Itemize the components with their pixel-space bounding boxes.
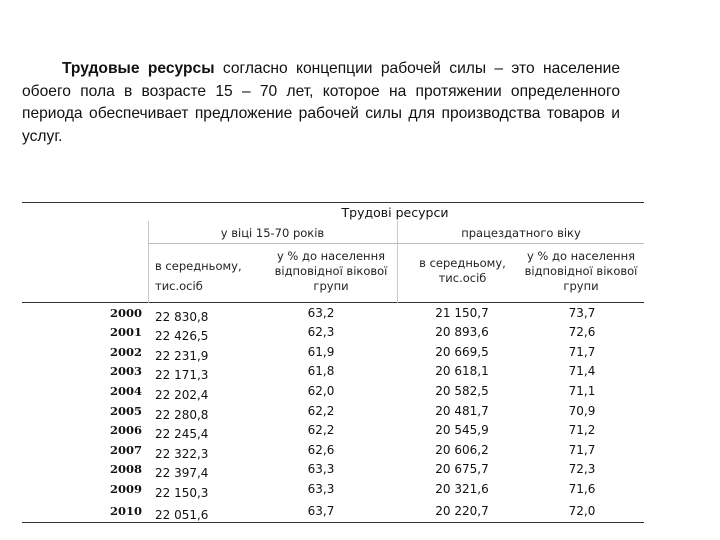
row-cell-c1: 22 322,3 xyxy=(155,447,209,461)
row-cell-c3: 20 893,6 xyxy=(435,325,489,339)
table-title: Трудові ресурси xyxy=(341,205,449,220)
column-divider-left xyxy=(148,221,149,303)
bold-term: Трудовые ресурсы xyxy=(62,60,215,77)
row-cell-c1: 22 051,6 xyxy=(155,508,209,522)
row-year: 2003 xyxy=(110,364,143,378)
row-cell-c3: 20 606,2 xyxy=(435,443,489,457)
row-cell-c3: 20 481,7 xyxy=(435,404,489,418)
row-cell-c4: 70,9 xyxy=(568,404,596,418)
row-cell-c4: 71,2 xyxy=(568,423,596,437)
row-cell-c2: 63,3 xyxy=(307,482,335,496)
row-cell-c4: 71,1 xyxy=(568,384,596,398)
col-header-pct-1: у % до населення відповідної вікової групи xyxy=(274,249,388,293)
row-cell-c1: 22 245,4 xyxy=(155,427,209,441)
row-cell-c2: 63,2 xyxy=(307,306,335,320)
row-year: 2000 xyxy=(110,306,143,320)
row-cell-c1: 22 280,8 xyxy=(155,408,209,422)
row-year: 2001 xyxy=(110,325,143,339)
row-cell-c3: 20 220,7 xyxy=(435,504,489,518)
row-cell-c3: 20 545,9 xyxy=(435,423,489,437)
row-year: 2008 xyxy=(110,462,143,476)
row-cell-c3: 20 321,6 xyxy=(435,482,489,496)
row-cell-c4: 73,7 xyxy=(568,306,596,320)
row-cell-c3: 20 582,5 xyxy=(435,384,489,398)
row-cell-c4: 71,4 xyxy=(568,364,596,378)
table-top-rule xyxy=(22,202,644,203)
row-cell-c1: 22 231,9 xyxy=(155,349,209,363)
row-cell-c1: 22 202,4 xyxy=(155,388,209,402)
row-cell-c2: 61,8 xyxy=(307,364,335,378)
paragraph-text: согласно концепции рабочей силы – это население обоего пола в возрасте 15 – 70 лет, которое на протяжении определенного периода обеспечивает предложение рабочей силы для производства товаров и услуг. xyxy=(22,60,621,145)
row-year: 2005 xyxy=(110,404,143,418)
row-cell-c1: 22 397,4 xyxy=(155,466,209,480)
row-cell-c1: 22 150,3 xyxy=(155,486,209,500)
group-header-working-age: працездатного віку xyxy=(461,226,581,240)
group-header-15-70: у віці 15-70 років xyxy=(220,226,325,240)
row-cell-c2: 61,9 xyxy=(307,345,335,359)
col-header-avg-1: в середньому, тис.осіб xyxy=(155,259,242,293)
table-bottom-rule xyxy=(22,522,644,523)
row-cell-c1: 22 171,3 xyxy=(155,368,209,382)
row-cell-c4: 71,7 xyxy=(568,443,596,457)
row-cell-c4: 72,3 xyxy=(568,462,596,476)
row-year: 2002 xyxy=(110,345,143,359)
row-cell-c4: 71,6 xyxy=(568,482,596,496)
row-year: 2009 xyxy=(110,482,143,496)
row-cell-c2: 62,6 xyxy=(307,443,335,457)
group-header-rule xyxy=(148,243,644,244)
row-cell-c2: 63,7 xyxy=(307,504,335,518)
row-year: 2010 xyxy=(110,504,143,518)
row-cell-c1: 22 426,5 xyxy=(155,329,209,343)
row-cell-c3: 20 618,1 xyxy=(435,364,489,378)
row-cell-c2: 62,2 xyxy=(307,423,335,437)
row-cell-c4: 72,6 xyxy=(568,325,596,339)
row-cell-c2: 62,3 xyxy=(307,325,335,339)
row-cell-c3: 21 150,7 xyxy=(435,306,489,320)
col-header-avg-2: в середньому, тис.осіб xyxy=(419,256,506,285)
row-year: 2007 xyxy=(110,443,143,457)
row-cell-c4: 71,7 xyxy=(568,345,596,359)
row-cell-c4: 72,0 xyxy=(568,504,596,518)
row-cell-c2: 62,2 xyxy=(307,404,335,418)
row-cell-c1: 22 830,8 xyxy=(155,310,209,324)
row-cell-c3: 20 669,5 xyxy=(435,345,489,359)
row-year: 2006 xyxy=(110,423,143,437)
header-bottom-rule xyxy=(22,302,644,303)
row-cell-c2: 63,3 xyxy=(307,462,335,476)
col-header-pct-2: у % до населення відповідної вікової групи xyxy=(524,249,638,293)
row-cell-c2: 62,0 xyxy=(307,384,335,398)
row-cell-c3: 20 675,7 xyxy=(435,462,489,476)
row-year: 2004 xyxy=(110,384,143,398)
